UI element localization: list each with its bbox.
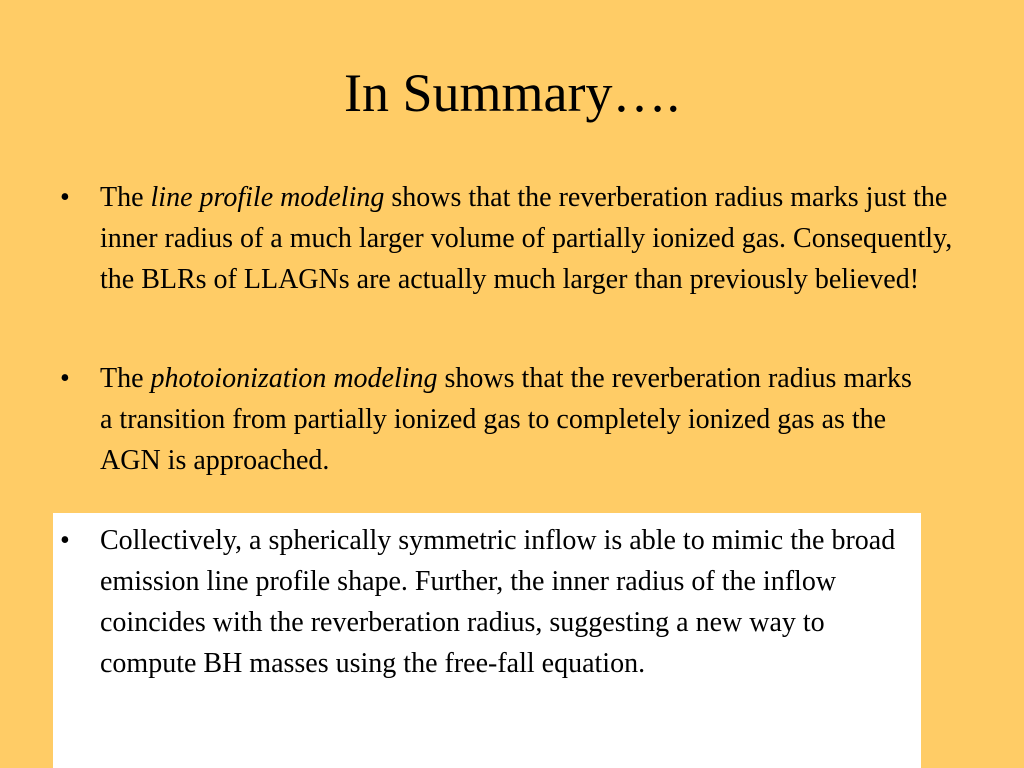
bullet-lead: The (100, 363, 151, 394)
bullet-collective-conclusion (60, 520, 920, 684)
bullet-text: Collectively, a spherically symmetric inflow is able to mimic the broad emission line profile shape. Further, the inner radius of the inflow coincides with the reverberation radius, suggesting a new way to compute BH masses using the free-fall equation. (100, 525, 896, 679)
bullet-rest: shows that the reverberation radius marks a transition from partially ionized gas to completely ionized gas as the AGN is approached. (100, 363, 912, 476)
bullet-lead: The (100, 182, 151, 213)
bullet-marker: • (60, 363, 70, 394)
bullet-text (100, 177, 980, 300)
bullet-marker: • (60, 182, 70, 213)
bullet-marker: • (60, 525, 70, 556)
slide-title: In Summary…. (344, 63, 680, 123)
bullet-rest: shows that the reverberation radius marks just the inner radius of a much larger volume of partially ionized gas. Consequently, the BLRs of LLAGNs are actually much larger than previously believed! (100, 182, 953, 295)
bullet-line-profile-modeling (60, 177, 980, 300)
bullet-emphasis: line profile modeling (150, 182, 385, 213)
bullet-emphasis: photoionization modeling (150, 363, 438, 394)
bullet-text (100, 358, 920, 481)
bullet-photoionization-modeling (60, 358, 920, 481)
